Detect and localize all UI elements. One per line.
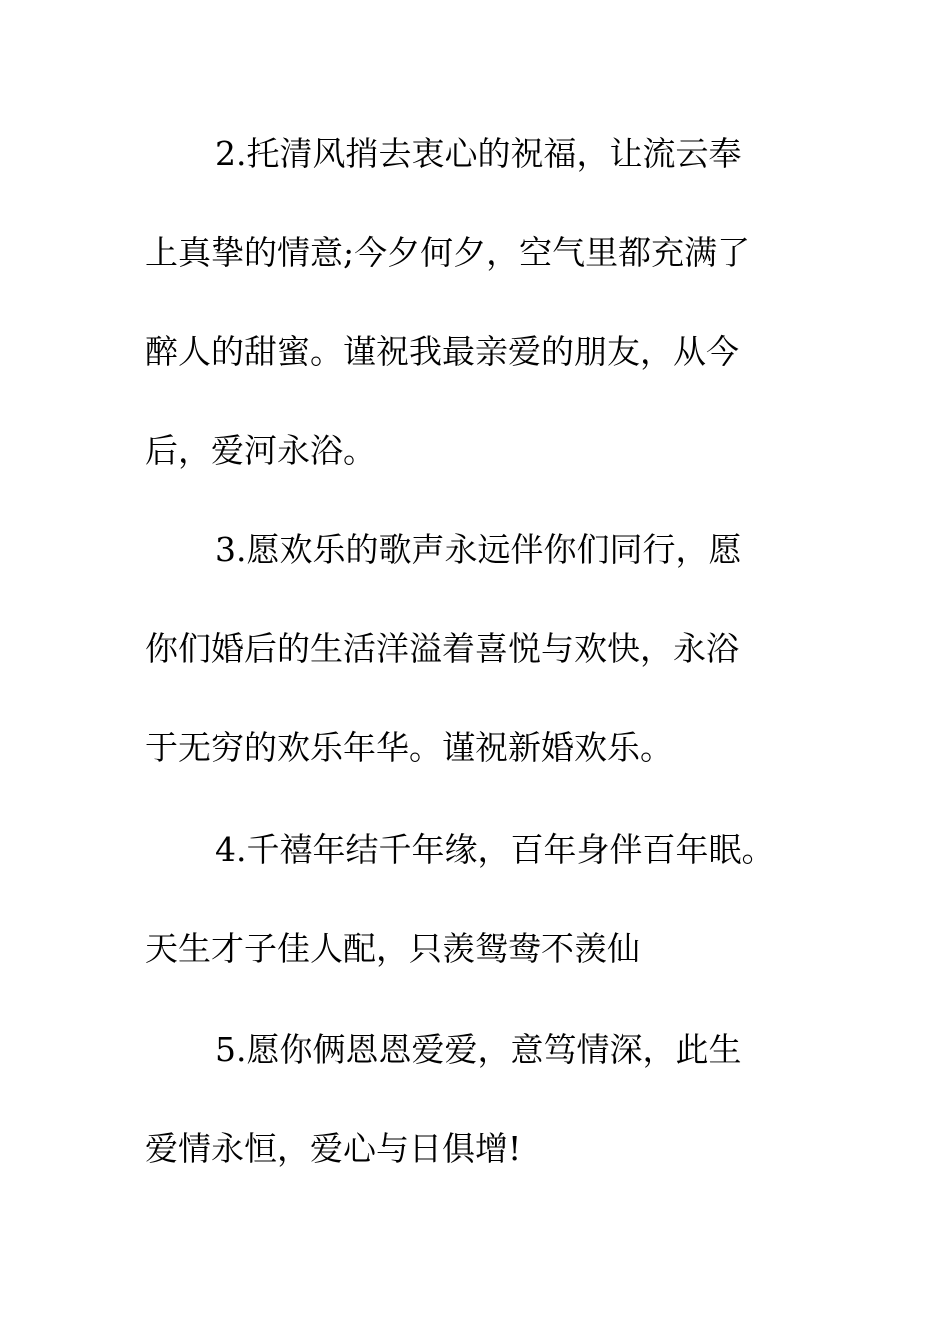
wish-5-line-1: 5.愿你俩恩恩爱爱，意笃情深，此生 xyxy=(215,1030,742,1069)
wish-3-line-1: 3.愿欢乐的歌声永远伴你们同行，愿 xyxy=(215,530,742,569)
wish-2-line-3: 醉人的甜蜜。谨祝我最亲爱的朋友，从今 xyxy=(145,332,739,371)
wish-2-line-4: 后，爱河永浴。 xyxy=(145,431,376,470)
wish-5-line-2: 爱情永恒，爱心与日俱增! xyxy=(145,1129,522,1168)
wish-3-line-2: 你们婚后的生活洋溢着喜悦与欢快，永浴 xyxy=(145,629,739,668)
wish-2-line-1: 2.托清风捎去衷心的祝福，让流云奉 xyxy=(215,134,742,173)
wish-3-line-3: 于无穷的欢乐年华。谨祝新婚欢乐。 xyxy=(145,728,673,767)
wish-4-line-2: 天生才子佳人配，只羡鸳鸯不羡仙 xyxy=(145,929,640,968)
wish-4-line-1: 4.千禧年结千年缘，百年身伴百年眠。 xyxy=(215,830,775,869)
wish-2-line-2: 上真挚的情意;今夕何夕，空气里都充满了 xyxy=(145,233,751,272)
